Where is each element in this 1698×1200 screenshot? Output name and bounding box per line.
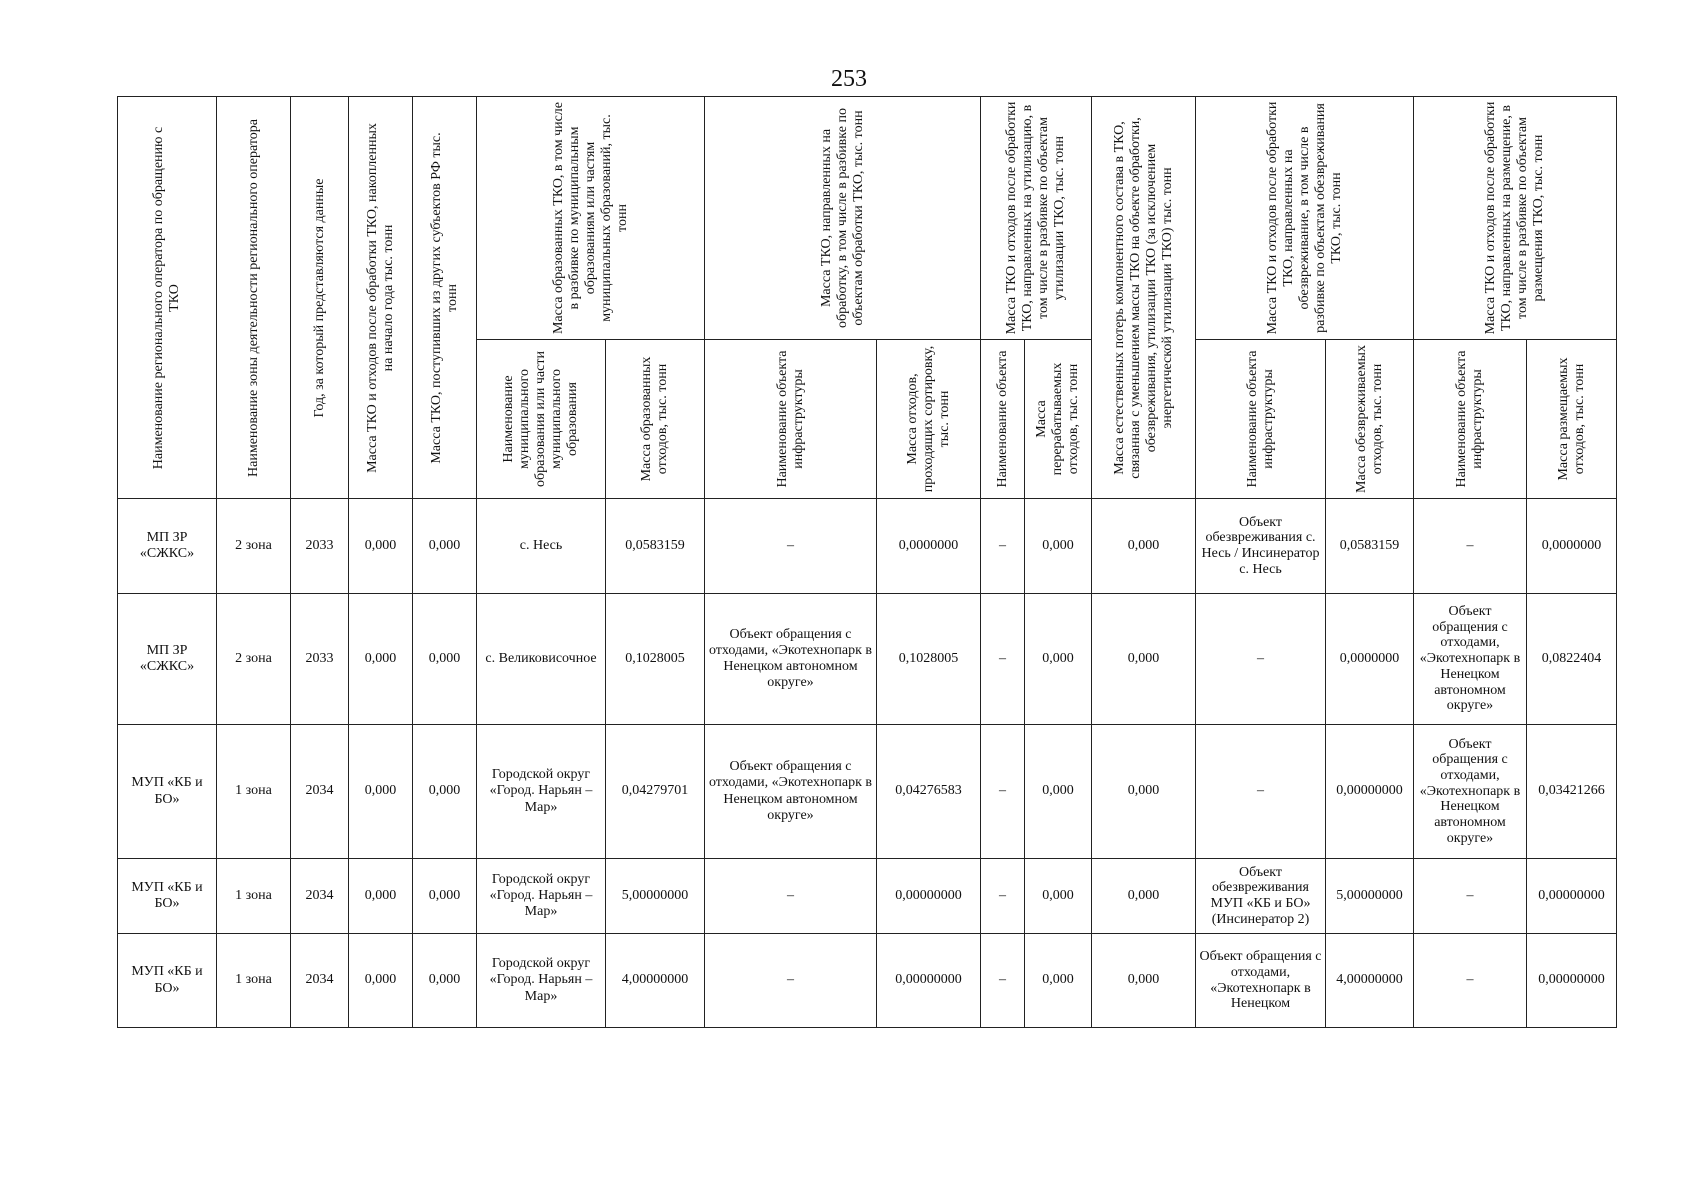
header-formed-group: Масса образованных ТКО, в том числе в разбивке по муниципальным образованиям или частям муниципальных образований, тыс. тонн: [477, 97, 705, 340]
cell-neutral-mass: 5,00000000: [1326, 859, 1414, 934]
cell-zone: 1 зона: [217, 859, 291, 934]
cell-placement-name: –: [1414, 934, 1527, 1028]
header-mass-start: Масса ТКО и отходов после обработки ТКО, накопленных на начало года тыс. тонн: [349, 97, 413, 499]
cell-neutral-mass: 0,00000000: [1326, 725, 1414, 859]
cell-formed-name: Городской округ «Город. Нарьян – Мар»: [477, 934, 606, 1028]
cell-mass-start: 0,000: [349, 725, 413, 859]
cell-placement-mass: 0,00000000: [1527, 859, 1617, 934]
cell-util-name: –: [981, 725, 1025, 859]
header-mass-other: Масса ТКО, поступивших из других субъектов РФ тыс. тонн: [413, 97, 477, 499]
cell-neutral-name: –: [1196, 594, 1326, 725]
cell-util-mass: 0,000: [1025, 859, 1092, 934]
cell-neutral-name: Объект обращения с отходами, «Экотехнопарк в Ненецком: [1196, 934, 1326, 1028]
header-formed-name: Наименование муниципального образования или части муниципального образования: [477, 340, 606, 499]
cell-zone: 1 зона: [217, 934, 291, 1028]
table-row: [118, 499, 1617, 594]
cell-year: 2034: [291, 725, 349, 859]
cell-processing-name: –: [705, 499, 877, 594]
cell-operator: МП ЗР «СЖКС»: [118, 594, 217, 725]
header-util-group: Масса ТКО и отходов после обработки ТКО, направленных на утилизацию, в том числе в разбивке по объектам утилизации ТКО, тыс. тонн: [981, 97, 1092, 340]
cell-placement-mass: 0,0000000: [1527, 499, 1617, 594]
tko-data-table: [117, 96, 1617, 1028]
cell-placement-mass: 0,03421266: [1527, 725, 1617, 859]
header-neutral-mass: Масса обезвреживаемых отходов, тыс. тонн: [1326, 340, 1414, 499]
cell-util-name: –: [981, 499, 1025, 594]
cell-mass-start: 0,000: [349, 934, 413, 1028]
header-processing-name: Наименование объекта инфраструктуры: [705, 340, 877, 499]
cell-processing-mass: 0,1028005: [877, 594, 981, 725]
cell-placement-name: Объект обращения с отходами, «Экотехнопарк в Ненецком автономном округе»: [1414, 725, 1527, 859]
header-losses: Масса естественных потерь компонентного состава в ТКО, связанная с уменьшением массы ТКО на объекте обработки, обезвреживания, утилизации ТКО (за исключением энергетической утилизации ТКО) тыс. тонн: [1092, 97, 1196, 499]
cell-util-mass: 0,000: [1025, 725, 1092, 859]
cell-util-mass: 0,000: [1025, 594, 1092, 725]
cell-losses: 0,000: [1092, 859, 1196, 934]
cell-zone: 2 зона: [217, 594, 291, 725]
cell-losses: 0,000: [1092, 934, 1196, 1028]
cell-neutral-mass: 0,0000000: [1326, 594, 1414, 725]
cell-processing-mass: 0,04276583: [877, 725, 981, 859]
cell-formed-mass: 4,00000000: [606, 934, 705, 1028]
cell-processing-mass: 0,00000000: [877, 859, 981, 934]
page-number: 253: [831, 66, 867, 92]
cell-losses: 0,000: [1092, 499, 1196, 594]
cell-formed-name: с. Несь: [477, 499, 606, 594]
cell-neutral-name: Объект обезвреживания с. Несь / Инсинератор с. Несь: [1196, 499, 1326, 594]
cell-zone: 1 зона: [217, 725, 291, 859]
header-placement-name: Наименование объекта инфраструктуры: [1414, 340, 1527, 499]
cell-placement-name: –: [1414, 499, 1527, 594]
cell-formed-name: с. Великовисочное: [477, 594, 606, 725]
cell-zone: 2 зона: [217, 499, 291, 594]
header-processing-group: Масса ТКО, направленных на обработку, в том числе в разбивке по объектам обработки ТКО, тыс. тонн: [705, 97, 981, 340]
cell-neutral-name: –: [1196, 725, 1326, 859]
header-neutral-group: Масса ТКО и отходов после обработки ТКО, направленных на обезвреживание, в том числе в разбивке по объектам обезвреживания ТКО, тыс. тонн: [1196, 97, 1414, 340]
cell-mass-start: 0,000: [349, 594, 413, 725]
table-row: [118, 725, 1617, 859]
header-util-mass: Масса перерабатываемых отходов, тыс. тонн: [1025, 340, 1092, 499]
cell-neutral-mass: 4,00000000: [1326, 934, 1414, 1028]
cell-operator: МУП «КБ и БО»: [118, 934, 217, 1028]
cell-year: 2034: [291, 859, 349, 934]
cell-mass-other: 0,000: [413, 725, 477, 859]
cell-formed-mass: 0,1028005: [606, 594, 705, 725]
table-row: [118, 934, 1617, 1028]
header-processing-mass: Масса отходов, проходящих сортировку, тыс. тонн: [877, 340, 981, 499]
cell-processing-name: –: [705, 859, 877, 934]
cell-processing-name: Объект обращения с отходами, «Экотехнопарк в Ненецком автономном округе»: [705, 725, 877, 859]
cell-util-name: –: [981, 934, 1025, 1028]
cell-placement-name: Объект обращения с отходами, «Экотехнопарк в Ненецком автономном округе»: [1414, 594, 1527, 725]
cell-neutral-name: Объект обезвреживания МУП «КБ и БО» (Инсинератор 2): [1196, 859, 1326, 934]
table-row: [118, 594, 1617, 725]
cell-losses: 0,000: [1092, 725, 1196, 859]
cell-year: 2033: [291, 499, 349, 594]
cell-util-mass: 0,000: [1025, 499, 1092, 594]
cell-formed-name: Городской округ «Город. Нарьян – Мар»: [477, 859, 606, 934]
header-year: Год, за который представляются данные: [291, 97, 349, 499]
header-operator: Наименование регионального оператора по обращению с ТКО: [118, 97, 217, 499]
header-zone: Наименование зоны деятельности регионального оператора: [217, 97, 291, 499]
cell-mass-other: 0,000: [413, 859, 477, 934]
cell-operator: МУП «КБ и БО»: [118, 859, 217, 934]
cell-formed-mass: 5,00000000: [606, 859, 705, 934]
cell-formed-mass: 0,04279701: [606, 725, 705, 859]
cell-operator: МП ЗР «СЖКС»: [118, 499, 217, 594]
cell-year: 2034: [291, 934, 349, 1028]
header-util-name: Наименование объекта: [981, 340, 1025, 499]
header-placement-mass: Масса размещаемых отходов, тыс. тонн: [1527, 340, 1617, 499]
cell-neutral-mass: 0,0583159: [1326, 499, 1414, 594]
cell-util-name: –: [981, 859, 1025, 934]
cell-mass-other: 0,000: [413, 499, 477, 594]
cell-mass-start: 0,000: [349, 859, 413, 934]
cell-processing-mass: 0,00000000: [877, 934, 981, 1028]
cell-processing-mass: 0,0000000: [877, 499, 981, 594]
header-neutral-name: Наименование объекта инфраструктуры: [1196, 340, 1326, 499]
header-formed-mass: Масса образованных отходов, тыс. тонн: [606, 340, 705, 499]
header-placement-group: Масса ТКО и отходов после обработки ТКО, направленных на размещение, в том числе в разбивке по объектам размещения ТКО, тыс. тонн: [1414, 97, 1617, 340]
cell-operator: МУП «КБ и БО»: [118, 725, 217, 859]
cell-placement-name: –: [1414, 859, 1527, 934]
cell-mass-start: 0,000: [349, 499, 413, 594]
cell-mass-other: 0,000: [413, 594, 477, 725]
cell-year: 2033: [291, 594, 349, 725]
cell-placement-mass: 0,00000000: [1527, 934, 1617, 1028]
cell-util-mass: 0,000: [1025, 934, 1092, 1028]
cell-processing-name: Объект обращения с отходами, «Экотехнопарк в Ненецком автономном округе»: [705, 594, 877, 725]
cell-mass-other: 0,000: [413, 934, 477, 1028]
cell-processing-name: –: [705, 934, 877, 1028]
table-row: [118, 859, 1617, 934]
cell-formed-name: Городской округ «Город. Нарьян – Мар»: [477, 725, 606, 859]
cell-losses: 0,000: [1092, 594, 1196, 725]
cell-formed-mass: 0,0583159: [606, 499, 705, 594]
cell-util-name: –: [981, 594, 1025, 725]
cell-placement-mass: 0,0822404: [1527, 594, 1617, 725]
